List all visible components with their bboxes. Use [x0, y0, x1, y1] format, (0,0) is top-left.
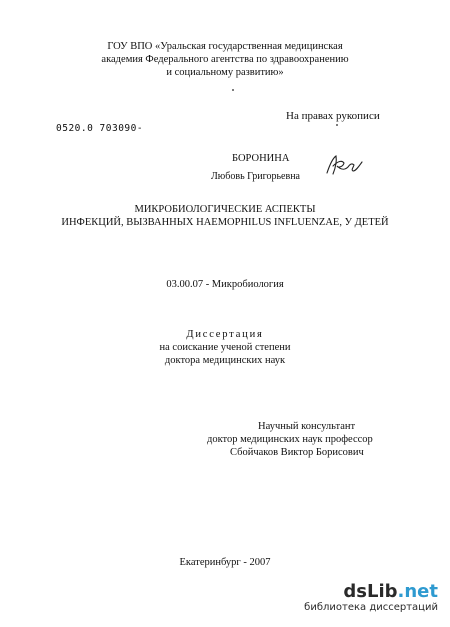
- scan-speck: [336, 124, 338, 126]
- institution-line-2: академия Федерального агентства по здравоохранению: [101, 54, 349, 65]
- document-type: Диссертация: [186, 329, 264, 340]
- institution-line-1: ГОУ ВПО «Уральская государственная медицинская: [107, 41, 343, 52]
- consultant-heading: Научный консультант: [258, 421, 356, 432]
- degree-line-2: доктора медицинских наук: [164, 355, 286, 366]
- dslib-logo-tld: .net: [397, 581, 438, 602]
- dissertation-title-line-2: ИНФЕКЦИЙ, ВЫЗВАННЫХ HAEMOPHILUS INFLUENZAE, У ДЕТЕЙ: [61, 217, 389, 228]
- dslib-logo-main: dsLib: [343, 581, 398, 602]
- manuscript-rights-note: На правах рукописи: [286, 110, 380, 122]
- author-signature: [324, 152, 366, 178]
- institution-line-3: и социальному развитию»: [166, 67, 284, 78]
- author-surname: БОРОНИНА: [232, 153, 290, 164]
- degree-line-1: на соискание ученой степени: [159, 342, 291, 353]
- place-and-year: Екатеринбург - 2007: [179, 557, 271, 568]
- dslib-subtitle: библиотека диссертаций: [304, 602, 438, 613]
- consultant-name: Сбойчаков Виктор Борисович: [230, 447, 364, 458]
- scan-speck: [232, 89, 234, 91]
- dslib-logo: [304, 582, 438, 602]
- archive-code: 0520.0 703090-: [56, 123, 144, 134]
- dissertation-title-line-1: МИКРОБИОЛОГИЧЕСКИЕ АСПЕКТЫ: [134, 204, 316, 215]
- specialty-code: 03.00.07 - Микробиология: [166, 279, 284, 290]
- dslib-watermark: [304, 582, 438, 614]
- author-given-names: Любовь Григорьевна: [211, 171, 300, 182]
- consultant-degree: доктор медицинских наук профессор: [207, 434, 373, 445]
